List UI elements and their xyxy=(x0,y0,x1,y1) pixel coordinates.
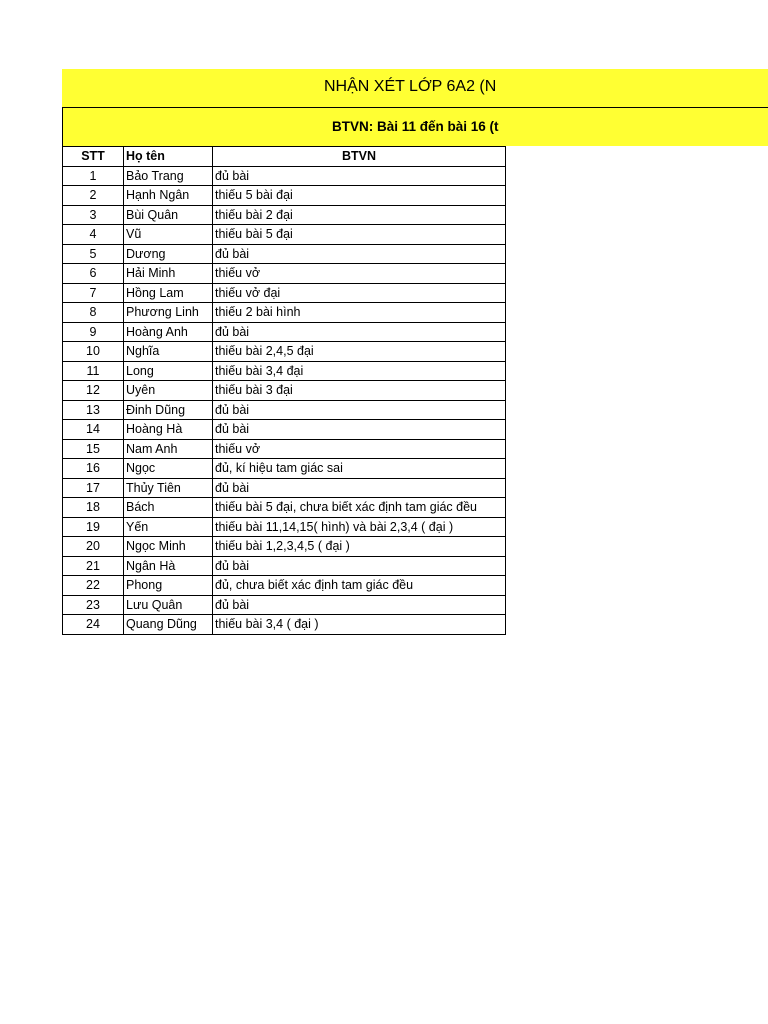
table-row xyxy=(63,400,506,420)
btvn-cell[interactable]: thiếu bài 3 đại xyxy=(213,381,506,401)
header-name[interactable]: Họ tên xyxy=(124,147,213,167)
btvn-cell[interactable]: thiếu vở đại xyxy=(213,283,506,303)
name-cell[interactable]: Uyên xyxy=(124,381,213,401)
btvn-cell[interactable]: đủ bài xyxy=(213,166,506,186)
stt-cell[interactable]: 21 xyxy=(63,556,124,576)
name-cell[interactable]: Bảo Trang xyxy=(124,166,213,186)
name-cell[interactable]: Nghĩa xyxy=(124,342,213,362)
name-cell[interactable]: Yến xyxy=(124,517,213,537)
sheet-title-band xyxy=(62,69,768,107)
name-cell[interactable]: Hải Minh xyxy=(124,264,213,284)
btvn-cell[interactable]: thiếu bài 2 đại xyxy=(213,205,506,225)
btvn-cell[interactable]: đủ bài xyxy=(213,244,506,264)
table-row xyxy=(63,439,506,459)
name-cell[interactable]: Quang Dũng xyxy=(124,615,213,635)
stt-cell[interactable]: 6 xyxy=(63,264,124,284)
table-row xyxy=(63,283,506,303)
btvn-cell[interactable]: đủ bài xyxy=(213,556,506,576)
table-row xyxy=(63,498,506,518)
stt-cell[interactable]: 12 xyxy=(63,381,124,401)
name-cell[interactable]: Hồng Lam xyxy=(124,283,213,303)
stt-cell[interactable]: 8 xyxy=(63,303,124,323)
name-cell[interactable]: Phong xyxy=(124,576,213,596)
table-row xyxy=(63,459,506,479)
table-body xyxy=(63,166,506,634)
btvn-cell[interactable]: đủ, chưa biết xác định tam giác đều xyxy=(213,576,506,596)
stt-cell[interactable]: 22 xyxy=(63,576,124,596)
name-cell[interactable]: Thủy Tiên xyxy=(124,478,213,498)
table-row xyxy=(63,342,506,362)
name-cell[interactable]: Hoàng Hà xyxy=(124,420,213,440)
stt-cell[interactable]: 20 xyxy=(63,537,124,557)
header-row xyxy=(63,147,506,167)
name-cell[interactable]: Vũ xyxy=(124,225,213,245)
stt-cell[interactable]: 5 xyxy=(63,244,124,264)
name-cell[interactable]: Lưu Quân xyxy=(124,595,213,615)
table-row xyxy=(63,322,506,342)
stt-cell[interactable]: 15 xyxy=(63,439,124,459)
name-cell[interactable]: Ngân Hà xyxy=(124,556,213,576)
stt-cell[interactable]: 24 xyxy=(63,615,124,635)
btvn-cell[interactable]: đủ bài xyxy=(213,478,506,498)
name-cell[interactable]: Ngọc Minh xyxy=(124,537,213,557)
name-cell[interactable]: Hoàng Anh xyxy=(124,322,213,342)
btvn-cell[interactable]: thiếu bài 2,4,5 đại xyxy=(213,342,506,362)
student-table xyxy=(62,146,506,635)
name-cell[interactable]: Phương Linh xyxy=(124,303,213,323)
table-row xyxy=(63,303,506,323)
stt-cell[interactable]: 9 xyxy=(63,322,124,342)
stt-cell[interactable]: 2 xyxy=(63,186,124,206)
table-row xyxy=(63,381,506,401)
btvn-cell[interactable]: thiếu vở xyxy=(213,439,506,459)
name-cell[interactable]: Bùi Quân xyxy=(124,205,213,225)
btvn-cell[interactable]: thiếu vở xyxy=(213,264,506,284)
table-row xyxy=(63,556,506,576)
table-row xyxy=(63,478,506,498)
name-cell[interactable]: Dương xyxy=(124,244,213,264)
table-row xyxy=(63,576,506,596)
stt-cell[interactable]: 13 xyxy=(63,400,124,420)
table-row xyxy=(63,420,506,440)
table-row xyxy=(63,166,506,186)
btvn-cell[interactable]: thiếu bài 5 đại xyxy=(213,225,506,245)
table-row xyxy=(63,537,506,557)
btvn-cell[interactable]: thiếu bài 11,14,15( hình) và bài 2,3,4 ( đại ) xyxy=(213,517,506,537)
btvn-cell[interactable]: đủ bài xyxy=(213,420,506,440)
btvn-cell[interactable]: thiếu bài 3,4 đại xyxy=(213,361,506,381)
btvn-cell[interactable]: thiếu 5 bài đại xyxy=(213,186,506,206)
btvn-cell[interactable]: thiếu bài 1,2,3,4,5 ( đại ) xyxy=(213,537,506,557)
name-cell[interactable]: Hạnh Ngân xyxy=(124,186,213,206)
table-row xyxy=(63,264,506,284)
btvn-cell[interactable]: đủ bài xyxy=(213,400,506,420)
stt-cell[interactable]: 10 xyxy=(63,342,124,362)
btvn-cell[interactable]: đủ, kí hiệu tam giác sai xyxy=(213,459,506,479)
stt-cell[interactable]: 14 xyxy=(63,420,124,440)
name-cell[interactable]: Nam Anh xyxy=(124,439,213,459)
stt-cell[interactable]: 3 xyxy=(63,205,124,225)
sheet-subtitle: BTVN: Bài 11 đến bài 16 (t xyxy=(332,119,499,134)
stt-cell[interactable]: 7 xyxy=(63,283,124,303)
stt-cell[interactable]: 11 xyxy=(63,361,124,381)
sheet-title: NHẬN XÉT LỚP 6A2 (N xyxy=(324,78,497,95)
stt-cell[interactable]: 4 xyxy=(63,225,124,245)
sheet-subtitle-band xyxy=(62,107,768,146)
stt-cell[interactable]: 17 xyxy=(63,478,124,498)
btvn-cell[interactable]: đủ bài xyxy=(213,322,506,342)
btvn-cell[interactable]: thiếu bài 3,4 ( đại ) xyxy=(213,615,506,635)
stt-cell[interactable]: 16 xyxy=(63,459,124,479)
name-cell[interactable]: Bách xyxy=(124,498,213,518)
table-row xyxy=(63,595,506,615)
table-row xyxy=(63,517,506,537)
table-row xyxy=(63,205,506,225)
name-cell[interactable]: Ngọc xyxy=(124,459,213,479)
header-stt[interactable]: STT xyxy=(63,147,124,167)
btvn-cell[interactable]: đủ bài xyxy=(213,595,506,615)
name-cell[interactable]: Long xyxy=(124,361,213,381)
name-cell[interactable]: Đinh Dũng xyxy=(124,400,213,420)
table-row xyxy=(63,615,506,635)
table-row xyxy=(63,244,506,264)
table-row xyxy=(63,225,506,245)
header-btvn[interactable]: BTVN xyxy=(213,147,506,167)
btvn-cell[interactable]: thiếu bài 5 đại, chưa biết xác định tam giác đều xyxy=(213,498,506,518)
table-row xyxy=(63,361,506,381)
stt-cell[interactable]: 23 xyxy=(63,595,124,615)
stt-cell[interactable]: 19 xyxy=(63,517,124,537)
btvn-cell[interactable]: thiếu 2 bài hình xyxy=(213,303,506,323)
table-row xyxy=(63,186,506,206)
stt-cell[interactable]: 1 xyxy=(63,166,124,186)
stt-cell[interactable]: 18 xyxy=(63,498,124,518)
